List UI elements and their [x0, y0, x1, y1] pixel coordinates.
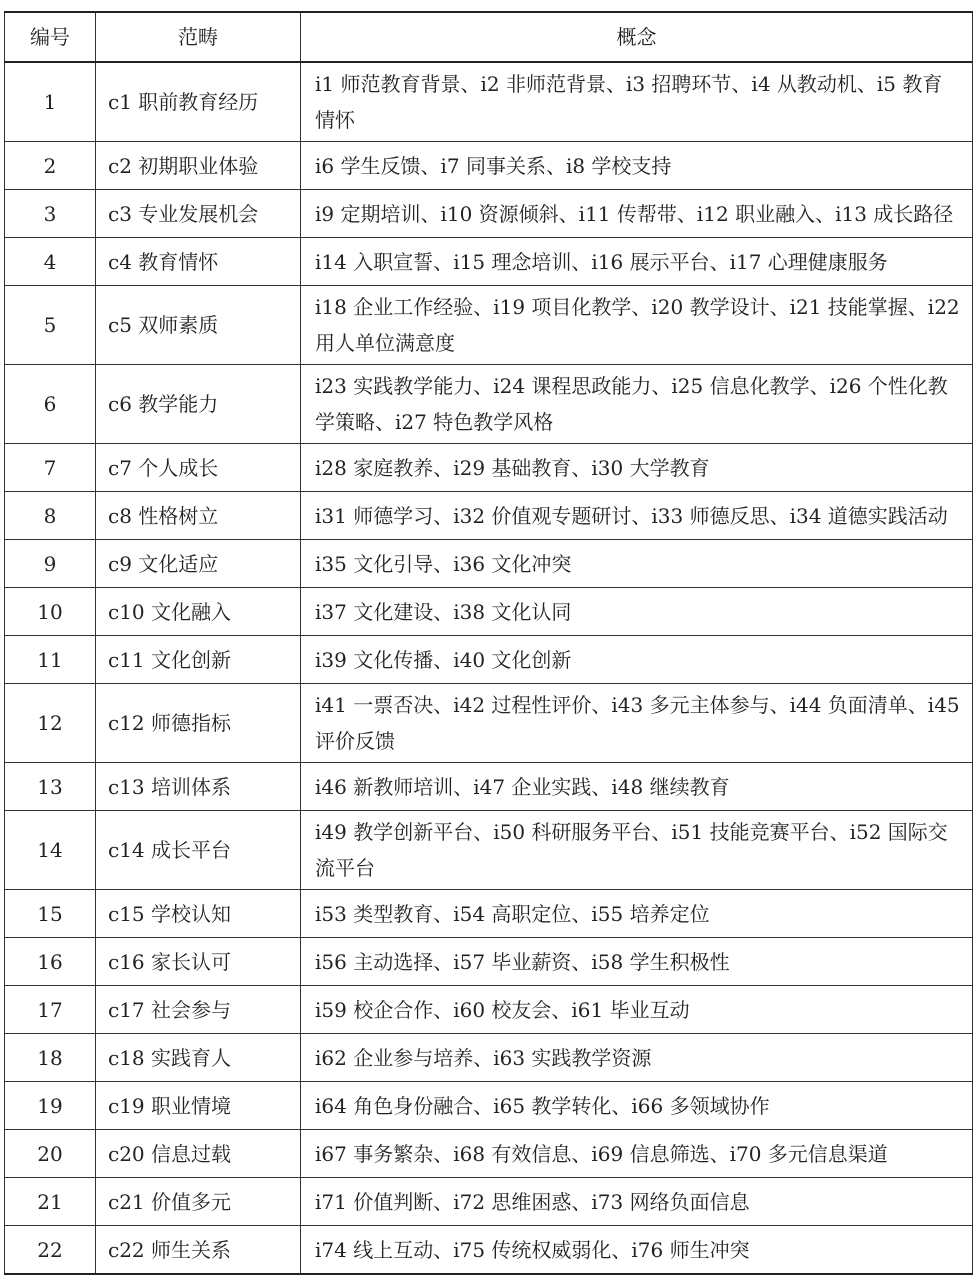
table-row: [5, 492, 973, 540]
row-concepts: i49 教学创新平台、i50 科研服务平台、i51 技能竞赛平台、i52 国际交流平台: [301, 811, 973, 890]
header-concepts: 概念: [301, 12, 973, 62]
row-category: c5 双师素质: [96, 286, 301, 365]
row-number: 15: [5, 890, 96, 938]
row-number: 3: [5, 190, 96, 238]
row-concepts: i6 学生反馈、i7 同事关系、i8 学校支持: [301, 142, 973, 190]
row-category: c6 教学能力: [96, 365, 301, 444]
table-row: [5, 286, 973, 365]
row-category: c21 价值多元: [96, 1178, 301, 1226]
table-row: [5, 938, 973, 986]
table-row: [5, 1178, 973, 1226]
row-category: c9 文化适应: [96, 540, 301, 588]
row-category: c1 职前教育经历: [96, 62, 301, 142]
table-row: [5, 588, 973, 636]
table-row: [5, 142, 973, 190]
table-row: [5, 890, 973, 938]
table-row: [5, 763, 973, 811]
row-number: 8: [5, 492, 96, 540]
row-concepts: i39 文化传播、i40 文化创新: [301, 636, 973, 684]
table-row: [5, 1082, 973, 1130]
table-row: [5, 190, 973, 238]
row-category: c10 文化融入: [96, 588, 301, 636]
row-number: 18: [5, 1034, 96, 1082]
row-number: 13: [5, 763, 96, 811]
row-number: 17: [5, 986, 96, 1034]
row-concepts: i18 企业工作经验、i19 项目化教学、i20 教学设计、i21 技能掌握、i22 用人单位满意度: [301, 286, 973, 365]
row-category: c3 专业发展机会: [96, 190, 301, 238]
row-concepts: i41 一票否决、i42 过程性评价、i43 多元主体参与、i44 负面清单、i45 评价反馈: [301, 684, 973, 763]
row-concepts: i74 线上互动、i75 传统权威弱化、i76 师生冲突: [301, 1226, 973, 1275]
row-concepts: i62 企业参与培养、i63 实践教学资源: [301, 1034, 973, 1082]
row-number: 7: [5, 444, 96, 492]
row-number: 19: [5, 1082, 96, 1130]
row-number: 2: [5, 142, 96, 190]
table-row: [5, 238, 973, 286]
table-row: [5, 1034, 973, 1082]
table-row: [5, 636, 973, 684]
row-concepts: i31 师德学习、i32 价值观专题研讨、i33 师德反思、i34 道德实践活动: [301, 492, 973, 540]
table-header-row: [5, 12, 973, 62]
row-category: c22 师生关系: [96, 1226, 301, 1275]
table-row: [5, 684, 973, 763]
table-row: [5, 1226, 973, 1275]
row-number: 20: [5, 1130, 96, 1178]
row-category: c7 个人成长: [96, 444, 301, 492]
table-row: [5, 365, 973, 444]
table-row: [5, 444, 973, 492]
row-category: c16 家长认可: [96, 938, 301, 986]
row-concepts: i28 家庭教养、i29 基础教育、i30 大学教育: [301, 444, 973, 492]
row-number: 10: [5, 588, 96, 636]
row-concepts: i64 角色身份融合、i65 教学转化、i66 多领域协作: [301, 1082, 973, 1130]
row-category: c11 文化创新: [96, 636, 301, 684]
row-concepts: i46 新教师培训、i47 企业实践、i48 继续教育: [301, 763, 973, 811]
row-number: 21: [5, 1178, 96, 1226]
header-category: 范畴: [96, 12, 301, 62]
row-number: 11: [5, 636, 96, 684]
row-concepts: i35 文化引导、i36 文化冲突: [301, 540, 973, 588]
row-category: c19 职业情境: [96, 1082, 301, 1130]
table-row: [5, 540, 973, 588]
row-number: 6: [5, 365, 96, 444]
row-number: 22: [5, 1226, 96, 1275]
row-concepts: i9 定期培训、i10 资源倾斜、i11 传帮带、i12 职业融入、i13 成长路径: [301, 190, 973, 238]
concept-category-table: [4, 11, 973, 1275]
table-row: [5, 62, 973, 142]
row-category: c20 信息过载: [96, 1130, 301, 1178]
row-concepts: i14 入职宣誓、i15 理念培训、i16 展示平台、i17 心理健康服务: [301, 238, 973, 286]
row-concepts: i59 校企合作、i60 校友会、i61 毕业互动: [301, 986, 973, 1034]
row-category: c12 师德指标: [96, 684, 301, 763]
row-concepts: i1 师范教育背景、i2 非师范背景、i3 招聘环节、i4 从教动机、i5 教育情怀: [301, 62, 973, 142]
row-number: 4: [5, 238, 96, 286]
header-number: 编号: [5, 12, 96, 62]
row-concepts: i67 事务繁杂、i68 有效信息、i69 信息筛选、i70 多元信息渠道: [301, 1130, 973, 1178]
row-category: c14 成长平台: [96, 811, 301, 890]
table-row: [5, 1130, 973, 1178]
row-category: c2 初期职业体验: [96, 142, 301, 190]
row-concepts: i23 实践教学能力、i24 课程思政能力、i25 信息化教学、i26 个性化教学策略、i27 特色教学风格: [301, 365, 973, 444]
row-number: 16: [5, 938, 96, 986]
row-category: c17 社会参与: [96, 986, 301, 1034]
row-category: c15 学校认知: [96, 890, 301, 938]
table-row: [5, 811, 973, 890]
row-concepts: i37 文化建设、i38 文化认同: [301, 588, 973, 636]
row-concepts: i53 类型教育、i54 高职定位、i55 培养定位: [301, 890, 973, 938]
row-category: c13 培训体系: [96, 763, 301, 811]
table-body: [5, 62, 973, 1274]
table-row: [5, 986, 973, 1034]
row-number: 14: [5, 811, 96, 890]
concept-table-container: [4, 11, 972, 1275]
row-number: 9: [5, 540, 96, 588]
row-category: c18 实践育人: [96, 1034, 301, 1082]
row-category: c4 教育情怀: [96, 238, 301, 286]
row-number: 5: [5, 286, 96, 365]
row-category: c8 性格树立: [96, 492, 301, 540]
row-number: 1: [5, 62, 96, 142]
row-concepts: i71 价值判断、i72 思维困惑、i73 网络负面信息: [301, 1178, 973, 1226]
row-number: 12: [5, 684, 96, 763]
row-concepts: i56 主动选择、i57 毕业薪资、i58 学生积极性: [301, 938, 973, 986]
